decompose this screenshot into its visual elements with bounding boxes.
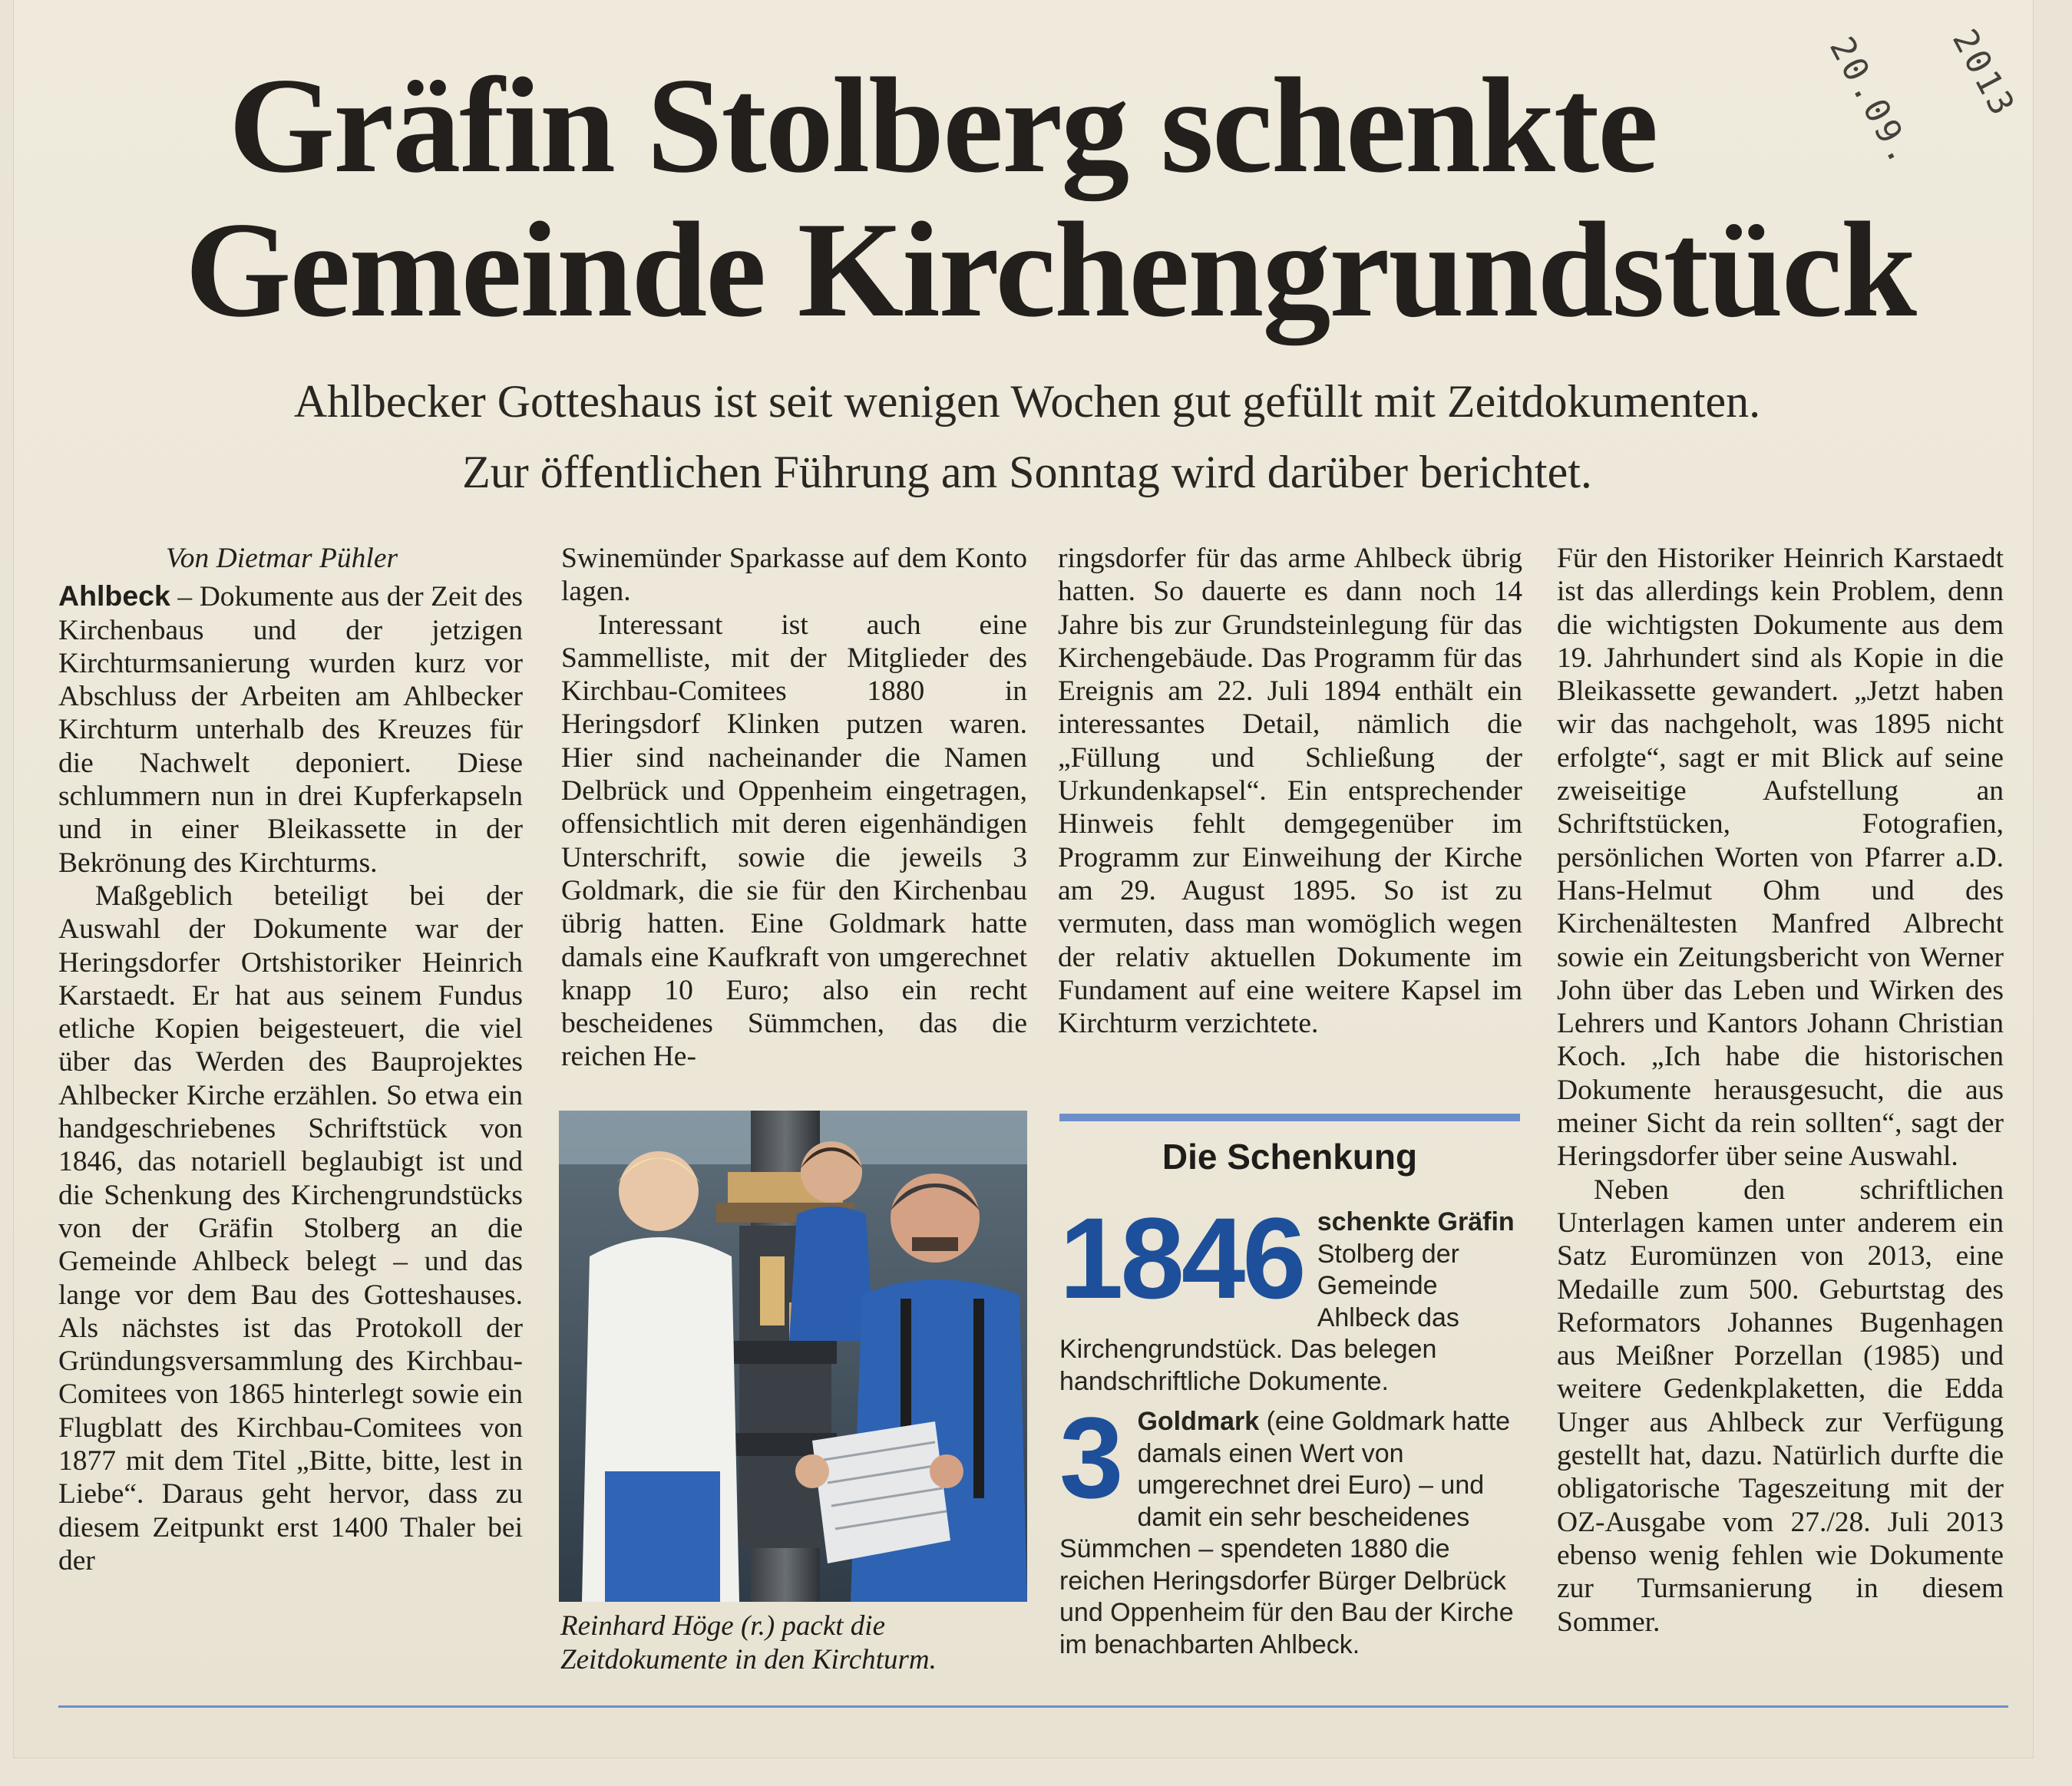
article-paragraph — [58, 579, 523, 880]
article-paragraph: Neben den schriftlichen Unterlagen kamen unter anderem ein Satz Euromünzen von 2013, eine Medaille zum 500. Geburtstag des Reformators Johannes Bugenhagen aus Meißner Porzellan (1985) und weitere Gedenkplaketten, die Edda Unger aus Ahlbeck zur Verfügung gestellt hat, dazu. Natürlich durfte die obligatorische Tageszeitung mit der OZ-Ausgabe vom 27./28. Juli 2013 ebenso wenig fehlen wie Dokumente zur Turmsanierung in diesem Sommer. — [1557, 1174, 2004, 1638]
article-photo — [559, 1111, 1027, 1602]
article-column-2 — [561, 542, 1027, 1074]
article-paragraph: Interessant ist auch eine Sammelliste, mit der Mitglieder des Kirchbau-Comitees 1880 in Heringsdorf Klinken putzen waren. Hier sind nacheinander die Namen Delbrück und Oppenheim eingetragen, offensichtlich mit deren eigenhändigen Unterschrift, sowie die jeweils 3 Goldmark, die sie für den Kirchenbau übrig hatten. Eine Goldmark hatte damals eine Kaufkraft von umgerechnet knapp 10 Euro; also ein recht bescheidenes Sümmchen, das die reichen He- — [561, 609, 1027, 1073]
newspaper-clipping — [14, 0, 2033, 1758]
infobox-fact-1846 — [1059, 1193, 1520, 1398]
article-paragraph: ringsdorfer für das arme Ahlbeck übrig hatten. So dauerte es dann noch 14 Jahre bis zur Grundsteinlegung für das Kirchengebäude. Das Programm für das Ereignis am 22. Juli 1894 enthält ein interessantes Detail, nämlich die „Füllung und Schließung der Urkundenkapsel“. Ein entsprechender Hinweis fehlt demgegenüber im Programm zur Einweihung der Kirche am 29. August 1895. So ist zu vermuten, dass man womöglich wegen der relativ aktuellen Dokumente im Fundament auf eine weitere Kapsel im Kirchturm verzichtete. — [1058, 543, 1522, 1040]
article-paragraph: Maßgeblich beteiligt bei der Auswahl der Dokumente war der Heringsdorfer Ortshistoriker Heinrich Karstaedt. Er hat aus seinem Fundus etliche Kopien beigesteuert, die viel über das Werden des Bauprojektes Ahlbecker Kirche erzählen. So etwa ein handgeschriebenes Schriftstück von 1846, das notariell beglaubigt ist und die Schenkung des Kirchengrundstücks von der Gräfin Stolberg an die Gemeinde Ahlbeck belegt – und das lange vor dem Bau des Gotteshauses. Als nächstes ist das Protokoll der Gründungsversammlung des Kirchbau-Comitees von 1865 hinterlegt sowie ein Flugblatt des Kirchbau-Comitees von 1877 mit dem Titel „Bitte, bitte, lest in Liebe“. Daraus geht hervor, dass zu diesem Zeitpunkt erst 1400 Thaler bei der — [58, 880, 523, 1576]
infobox-top-rule — [1059, 1114, 1520, 1121]
infobox-big-number: 1846 — [1059, 1193, 1304, 1322]
bottom-rule — [58, 1705, 2008, 1708]
photo-scene-image — [559, 1111, 1027, 1602]
article-column-1 — [58, 542, 523, 1577]
infobox-fact-bold: Goldmark — [1137, 1407, 1260, 1436]
infobox-fact-3 — [1059, 1393, 1520, 1661]
infobox-title: Die Schenkung — [1162, 1137, 1418, 1177]
infobox-big-number: 3 — [1059, 1393, 1124, 1522]
article-column-4 — [1557, 542, 2004, 1639]
bleed-through-text-bottom — [336, 1715, 359, 1758]
handwritten-date: 20.09. — [1821, 31, 1922, 173]
subheadline-line-1: Ahlbecker Gotteshaus ist seit wenigen Wochen gut gefüllt mit Zeitdokumenten. — [293, 376, 1761, 427]
infobox-fact-text: Stolberg der Gemeinde Ahlbeck das Kirchengrundstück. Das belegen handschriftliche Dokumente. — [1059, 1239, 1459, 1396]
photo-caption: Reinhard Höge (r.) packt die Zeitdokumente in den Kirchturm. — [560, 1610, 937, 1675]
article-paragraph: Für den Historiker Heinrich Karstaedt ist das allerdings kein Problem, denn die wichtigsten Dokumente aus dem 19. Jahrhundert sind als Kopie in die Bleikassette gewandert. „Jetzt haben wir das nachgeholt, was 1895 nicht erfolgte“, sagt er mit Blick auf seine zweiseitige Aufstellung an Schriftstücken, Fotografien, persönlichen Worten von Pfarrer a.D. Hans-Helmut Ohm und des Kirchenältesten Manfred Albrecht sowie ein Zeitungsbericht von Werner John über das Leben und Wirken des Lehrers und Kantors Johann Christian Koch. „Ich habe die historischen Dokumente herausgesucht, die aus meiner Sicht da rein sollten“, sagt der Heringsdorfer über seine Auswahl. — [1557, 543, 2004, 1173]
headline-line-1: Gräfin Stolberg schenkte — [228, 49, 1657, 201]
dateline-location: Ahlbeck — [58, 579, 170, 612]
article-text: – Dokumente aus der Zeit des Kirchenbaus und der jetzigen Kirchturmsanierung wurden kurz vor Abschluss der Arbeiten am Ahlbecker Kirchturm unterhalb des Kreuzes für die Nachwelt deponiert. Diese schlummern nun in drei Kupferkapseln und in einer Bleikassette in der Bekrönung des Kirchturms. — [58, 581, 523, 879]
infobox-fact-bold: schenkte Gräfin — [1317, 1207, 1515, 1236]
article-column-3 — [1058, 542, 1522, 1040]
infobox-fact-text: (eine Goldmark hatte damals einen Wert von umgerechnet drei Euro) – und damit ein sehr bescheidenes Sümmchen – spendeten 1880 die reichen Heringsdorfer Bürger Delbrück und Oppenheim für den Bau der Kirche im benachbarten Ahlbeck. — [1059, 1407, 1514, 1659]
headline-line-2: Gemeinde Kirchengrundstück — [185, 193, 1915, 345]
byline: Von Dietmar Pühler — [166, 543, 398, 574]
subheadline-line-2: Zur öffentlichen Führung am Sonntag wird darüber berichtet. — [462, 447, 1592, 497]
handwritten-year: 2013 — [1944, 23, 2024, 124]
article-paragraph: Swinemünder Sparkasse auf dem Konto lagen. — [561, 543, 1027, 608]
